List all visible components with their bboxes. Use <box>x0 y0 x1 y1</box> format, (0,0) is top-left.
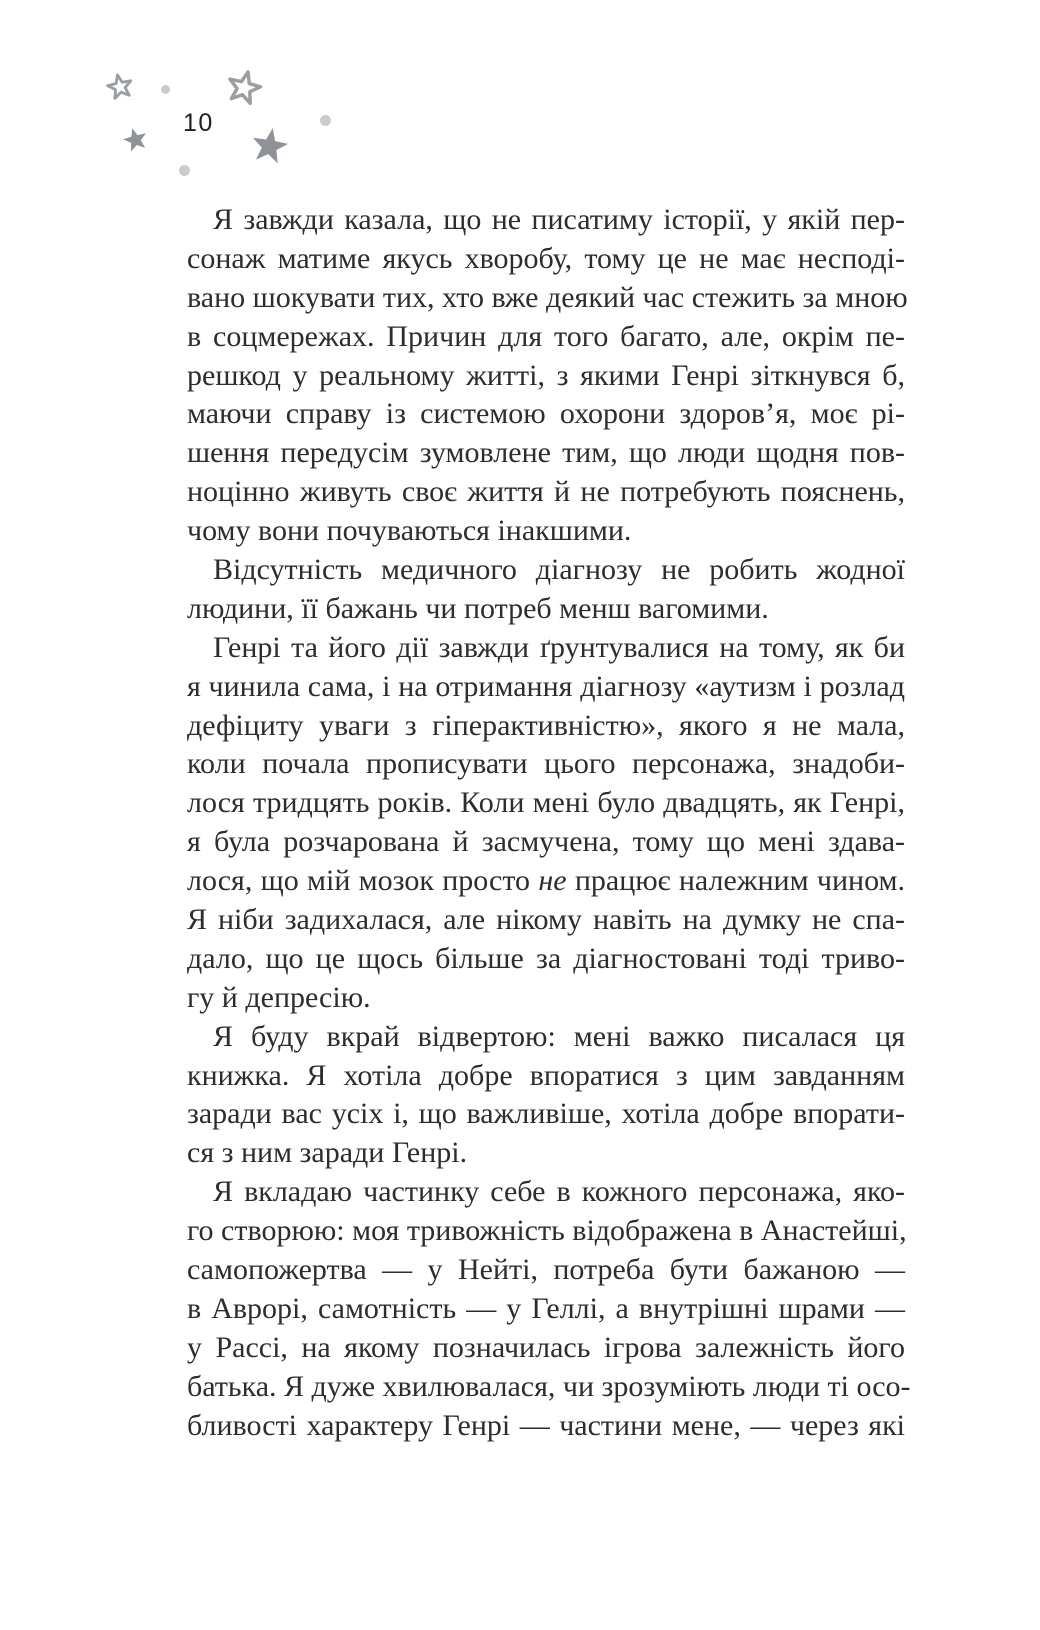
text-line: в Аврорі, самотність — у Геллі, а внутрішні шрами — <box>187 1291 905 1325</box>
text-line: книжка. Я хотіла добре впоратися з цим завданням <box>187 1058 905 1092</box>
text-line: вано шокувати тих, хто вже деякий час стежить за мною <box>187 280 908 314</box>
text-line: дало, що це щось більше за діагностовані тоді триво- <box>187 941 905 975</box>
text-line: чому вони почуваються інакшими. <box>187 514 632 548</box>
paragraph <box>187 201 908 551</box>
text-line: ся з ним заради Генрі. <box>187 1136 468 1170</box>
text-line: решкод у реальному житті, з якими Генрі зіткнувся б, <box>187 358 905 392</box>
text-line: го створюю: моя тривожність відображена в Анастейші, <box>187 1214 907 1248</box>
text-line: в соцмережах. Причин для того багато, але, окрім пе- <box>187 319 905 353</box>
page-number: 10 <box>183 109 214 137</box>
text-line: шення передусім зумовлене тим, що люди щодня пов- <box>187 436 905 470</box>
text-line: заради вас усіх і, що важливіше, хотіла добре впорати- <box>187 1097 905 1131</box>
star-outline-small-icon <box>102 69 138 105</box>
text-line: коли почала прописувати цього персонажа, знадоби- <box>187 747 905 781</box>
paragraph <box>187 629 905 1018</box>
text-line: маючи справу із системою охорони здоров’я, моє рі- <box>187 397 905 431</box>
text-line: бливості характеру Генрі — частини мене, — через які <box>187 1408 905 1442</box>
text-line: самопожертва — у Нейті, потреба бути бажаною — <box>187 1253 905 1287</box>
text-line: батька. Я дуже хвилювалася, чи зрозуміють люди ті осо- <box>187 1369 911 1403</box>
text-line: я чинила сама, і на отримання діагнозу «аутизм і розлад <box>187 669 905 703</box>
star-filled-small-icon <box>119 124 152 156</box>
text-line: гу й депресію. <box>187 980 371 1014</box>
text-line: людини, її бажань чи потреб менш вагомими. <box>187 591 769 625</box>
star-filled-large-icon <box>245 124 294 170</box>
text-line: Відсутність медичного діагнозу не робить жодної <box>213 553 905 587</box>
text-line: я була розчарована й засмучена, тому що мені здава- <box>187 825 905 859</box>
text-span: працює належним чином. <box>566 864 905 898</box>
text-span: лося, що мій мозок просто <box>187 864 539 898</box>
paragraph <box>187 1018 905 1174</box>
text-line: Я ніби задихалася, але нікому навіть на думку не спа- <box>187 903 905 937</box>
text-line: ноцінно живуть своє життя й не потребують пояснень, <box>187 475 905 509</box>
text-line: Я завжди казала, що не писатиму історії, у якій пер- <box>213 203 905 236</box>
paragraph <box>187 551 905 629</box>
text-line: лося тридцять років. Коли мені було двадцять, як Генрі, <box>187 786 905 820</box>
star-outline-large-icon <box>220 63 269 113</box>
dot-icon <box>320 115 331 126</box>
text-line: у Рассі, на якому позначилась ігрова залежність його <box>187 1330 905 1364</box>
paragraph <box>187 1173 911 1445</box>
text-line: сонаж матиме якусь хворобу, тому це не має несподі- <box>187 241 905 275</box>
text-line: Я буду вкрай відвертою: мені важко писалася ця <box>213 1019 905 1053</box>
dot-icon <box>179 165 190 176</box>
dot-icon <box>161 85 170 94</box>
text-block <box>187 201 911 1446</box>
text-line <box>187 862 905 901</box>
text-line: Я вкладаю частинку себе в кожного персонажа, яко- <box>213 1175 905 1209</box>
text-span: не <box>538 864 567 898</box>
text-line: Генрі та його дії завжди ґрунтувалися на тому, як би <box>213 630 905 664</box>
text-line: дефіциту уваги з гіперактивністю», якого я не мала, <box>187 708 905 742</box>
